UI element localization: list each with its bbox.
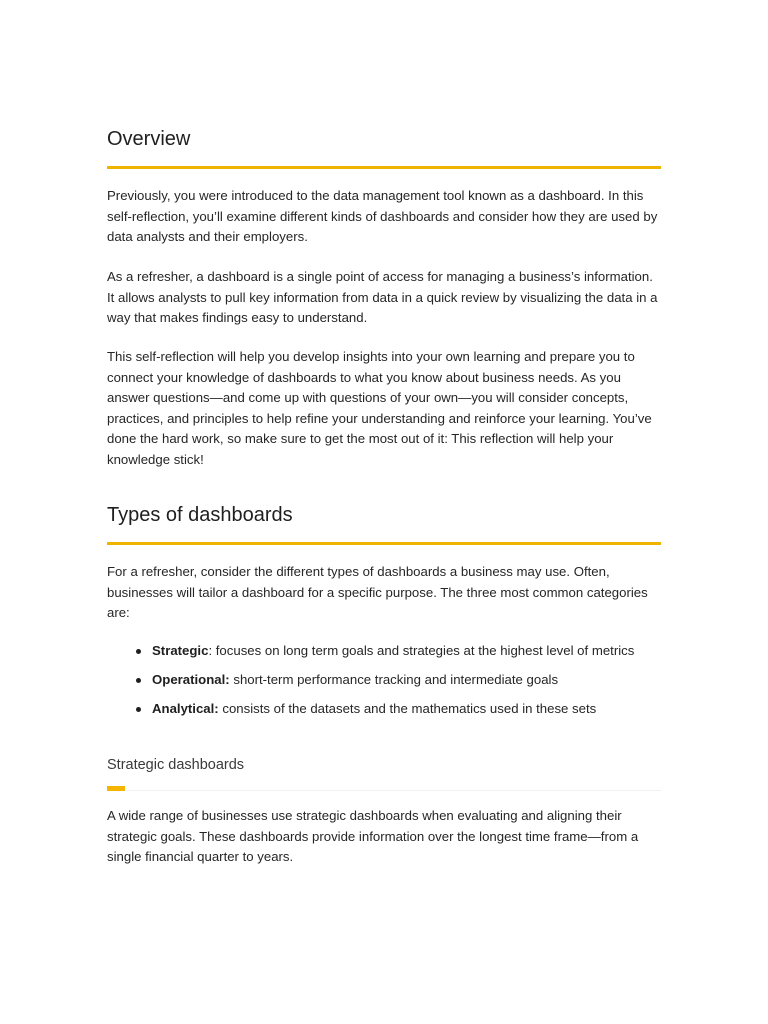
bullet-term: Strategic — [152, 643, 209, 658]
strategic-paragraph: A wide range of businesses use strategic dashboards when evaluating and aligning their strategic goals. These dashboards provide information over the longest time frame—from a single financial quarter to years. — [107, 808, 639, 864]
types-intro-paragraph: For a refresher, consider the different types of dashboards a business may use. Often, businesses will tailor a dashboard for a specific purpose. The three most common categories are: — [107, 564, 648, 620]
bullet-text: short-term performance tracking and intermediate goals — [233, 672, 559, 687]
bullet-text: focuses on long term goals and strategies at the highest level of metrics — [215, 643, 635, 658]
types-heading: Types of dashboards — [107, 504, 293, 526]
overview-heading-rule — [107, 166, 661, 169]
strategic-heading: Strategic dashboards — [107, 757, 245, 773]
bullet-term: Operational: — [152, 672, 230, 687]
bullet-term: Analytical: — [152, 701, 219, 716]
strategic-heading-marker — [107, 786, 125, 791]
overview-paragraph-1: Previously, you were introduced to the data management tool known as a dashboard. In this self-reflection, you’ll examine different kinds of dashboards and consider how they are used by data analysts and their employers. — [107, 188, 658, 244]
overview-paragraph-3: This self-reflection will help you develop insights into your own learning and prepare you to connect your knowledge of dashboards to what you know about business needs. As you answer questions—and come up with questions of your own—you will consider concepts, practices, and principles to help refine your understanding and reinforce your learning. You’ve done the hard work, so make sure to get the most out of it: This reflection will help your knowledge stick! — [107, 349, 652, 467]
list-item — [107, 640, 661, 669]
bullet-separator: : — [208, 643, 216, 658]
types-heading-rule — [107, 542, 661, 545]
dashboard-types-list — [107, 640, 661, 727]
overview-paragraph-2: As a refresher, a dashboard is a single point of access for managing a business’s information. It allows analysts to pull key information from data in a quick review by visualizing the data in a way that makes findings easy to understand. — [107, 269, 658, 325]
bullet-icon — [136, 649, 141, 654]
list-item — [107, 669, 661, 698]
list-item — [107, 698, 661, 727]
strategic-heading-divider — [127, 790, 661, 791]
overview-heading: Overview — [107, 128, 191, 150]
bullet-icon — [136, 678, 141, 683]
bullet-text: consists of the datasets and the mathematics used in these sets — [222, 701, 597, 716]
bullet-icon — [136, 707, 141, 712]
